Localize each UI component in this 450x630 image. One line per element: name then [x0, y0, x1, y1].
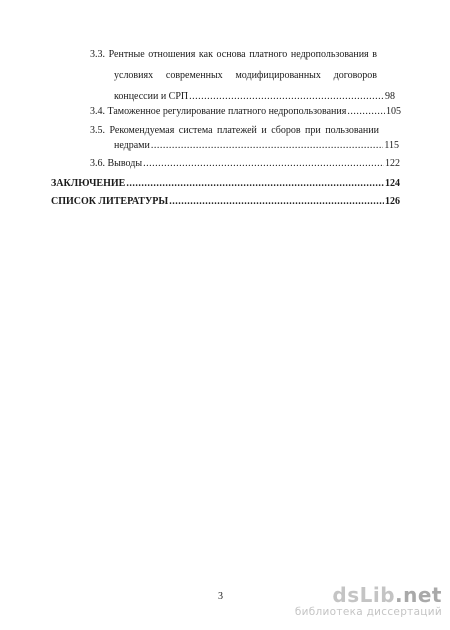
toc-page-number: 122 [385, 158, 400, 169]
toc-word: 3.5. [90, 125, 105, 136]
toc-leader-dots [143, 158, 384, 170]
toc-entry-3-4 [90, 106, 401, 118]
toc-entry-title: концессии и СРП [114, 91, 189, 102]
toc-word: система [178, 125, 213, 136]
toc-word: как [198, 49, 213, 60]
toc-word: при [305, 125, 321, 136]
toc-page-number: 105 [386, 106, 401, 117]
toc-leader-dots [151, 140, 383, 152]
toc-word: и [261, 125, 267, 136]
toc-word: Рентные [108, 49, 145, 60]
toc-word: пользовании [325, 125, 379, 136]
toc-word: модифицированных [235, 70, 321, 81]
toc-leader-dots [189, 91, 384, 103]
toc-word: отношения [148, 49, 196, 60]
watermark-subtitle: библиотека диссертаций [294, 606, 442, 618]
toc-entry-title: СПИСОК ЛИТЕРАТУРЫ [51, 196, 169, 207]
toc-word: 3.3. [90, 49, 105, 60]
toc-page-number: 126 [385, 196, 400, 207]
toc-word: основа [216, 49, 246, 60]
watermark [295, 584, 442, 618]
toc-entry-3-3-line-3 [114, 91, 395, 103]
toc-leader-dots [169, 196, 384, 208]
toc-word: в [372, 49, 377, 60]
watermark-logo-suffix: .net [395, 583, 442, 607]
watermark-logo-main: dsLib [332, 583, 396, 607]
watermark-logo [295, 584, 442, 606]
toc-entry-3-6 [90, 158, 400, 170]
toc-word: условиях [114, 70, 154, 81]
toc-entry-3-5-line-2 [114, 140, 399, 152]
toc-word: современных [165, 70, 223, 81]
toc-entry-3-3-line-2 [114, 70, 377, 82]
toc-entry-3-3-line-1 [90, 49, 377, 61]
toc-word: платного [249, 49, 288, 60]
toc-word: недропользования [290, 49, 369, 60]
page-number: 3 [218, 591, 223, 602]
toc-leader-dots [347, 106, 385, 118]
toc-page-number: 115 [384, 140, 399, 151]
toc-word: договоров [333, 70, 377, 81]
toc-entry-title: недрами [114, 140, 150, 151]
toc-entry-title: ЗАКЛЮЧЕНИЕ [51, 178, 126, 189]
toc-word: платежей [217, 125, 257, 136]
toc-entry-title: 3.6. Выводы [90, 158, 143, 169]
toc-word: сборов [271, 125, 301, 136]
toc-entry-conclusion [51, 178, 400, 190]
toc-entry-bibliography [51, 196, 400, 208]
toc-entry-title: 3.4. Таможенное регулирование платного недропользования [90, 106, 347, 117]
toc-page-number: 124 [385, 178, 400, 189]
toc-page-number: 98 [385, 91, 395, 102]
toc-leader-dots [126, 178, 384, 190]
toc-word: Рекомендуемая [109, 125, 175, 136]
toc-entry-3-5-line-1 [90, 125, 379, 137]
